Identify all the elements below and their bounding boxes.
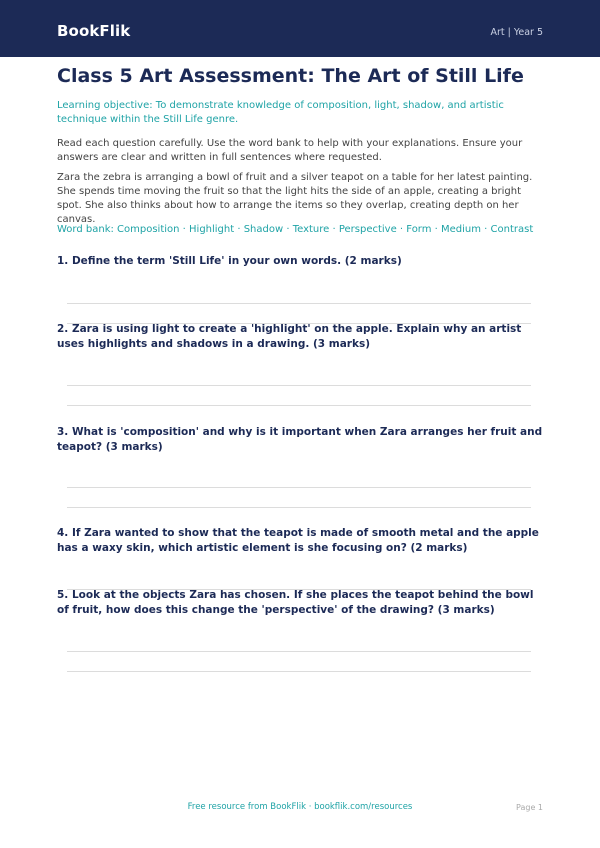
- header-bar: [0, 0, 600, 57]
- page-number: Page 1: [516, 803, 543, 812]
- scenario-paragraph: Zara the zebra is arranging a bowl of fruit and a silver teapot on a table for her latest painting. She spends time moving the fruit so that the light hits the side of an apple, creating a bright spot. She also thinks about how to arrange the items so they overlap, creating depth on her canvas.: [57, 172, 533, 225]
- answer-line[interactable]: [67, 405, 531, 406]
- question-1: 1. Define the term 'Still Life' in your own words. (2 marks): [57, 255, 402, 267]
- answer-line[interactable]: [67, 487, 531, 488]
- instructions-paragraph: Read each question carefully. Use the word bank to help with your explanations. Ensure your answers are clear and written in full sentences where requested.: [57, 138, 523, 163]
- subject-year-label: Art | Year 5: [490, 27, 543, 38]
- page-title: Class 5 Art Assessment: The Art of Still Life: [57, 65, 524, 87]
- footer-link[interactable]: Free resource from BookFlik · bookflik.com/resources: [187, 802, 413, 812]
- answer-line[interactable]: [67, 651, 531, 652]
- question-5: 5. Look at the objects Zara has chosen. If she places the teapot behind the bowl of fruit, how does this change the 'perspective' of the drawing? (3 marks): [57, 589, 534, 616]
- question-4: 4. If Zara wanted to show that the teapot is made of smooth metal and the apple has a waxy skin, which artistic element is she focusing on? (2 marks): [57, 527, 539, 554]
- answer-line[interactable]: [67, 671, 531, 672]
- answer-line[interactable]: [67, 303, 531, 304]
- answer-line[interactable]: [67, 385, 531, 386]
- word-bank: Word bank: Composition · Highlight · Shadow · Texture · Perspective · Form · Medium · Contrast: [57, 224, 534, 235]
- question-3: 3. What is 'composition' and why is it important when Zara arranges her fruit and teapot? (3 marks): [57, 426, 543, 453]
- brand-logo: BookFlik: [57, 22, 131, 40]
- answer-line[interactable]: [67, 507, 531, 508]
- question-2: 2. Zara is using light to create a 'highlight' on the apple. Explain why an artist uses highlights and shadows in a drawing. (3 marks): [57, 323, 522, 350]
- learning-objective: Learning objective: To demonstrate knowledge of composition, light, shadow, and artistic technique within the Still Life genre.: [57, 100, 504, 125]
